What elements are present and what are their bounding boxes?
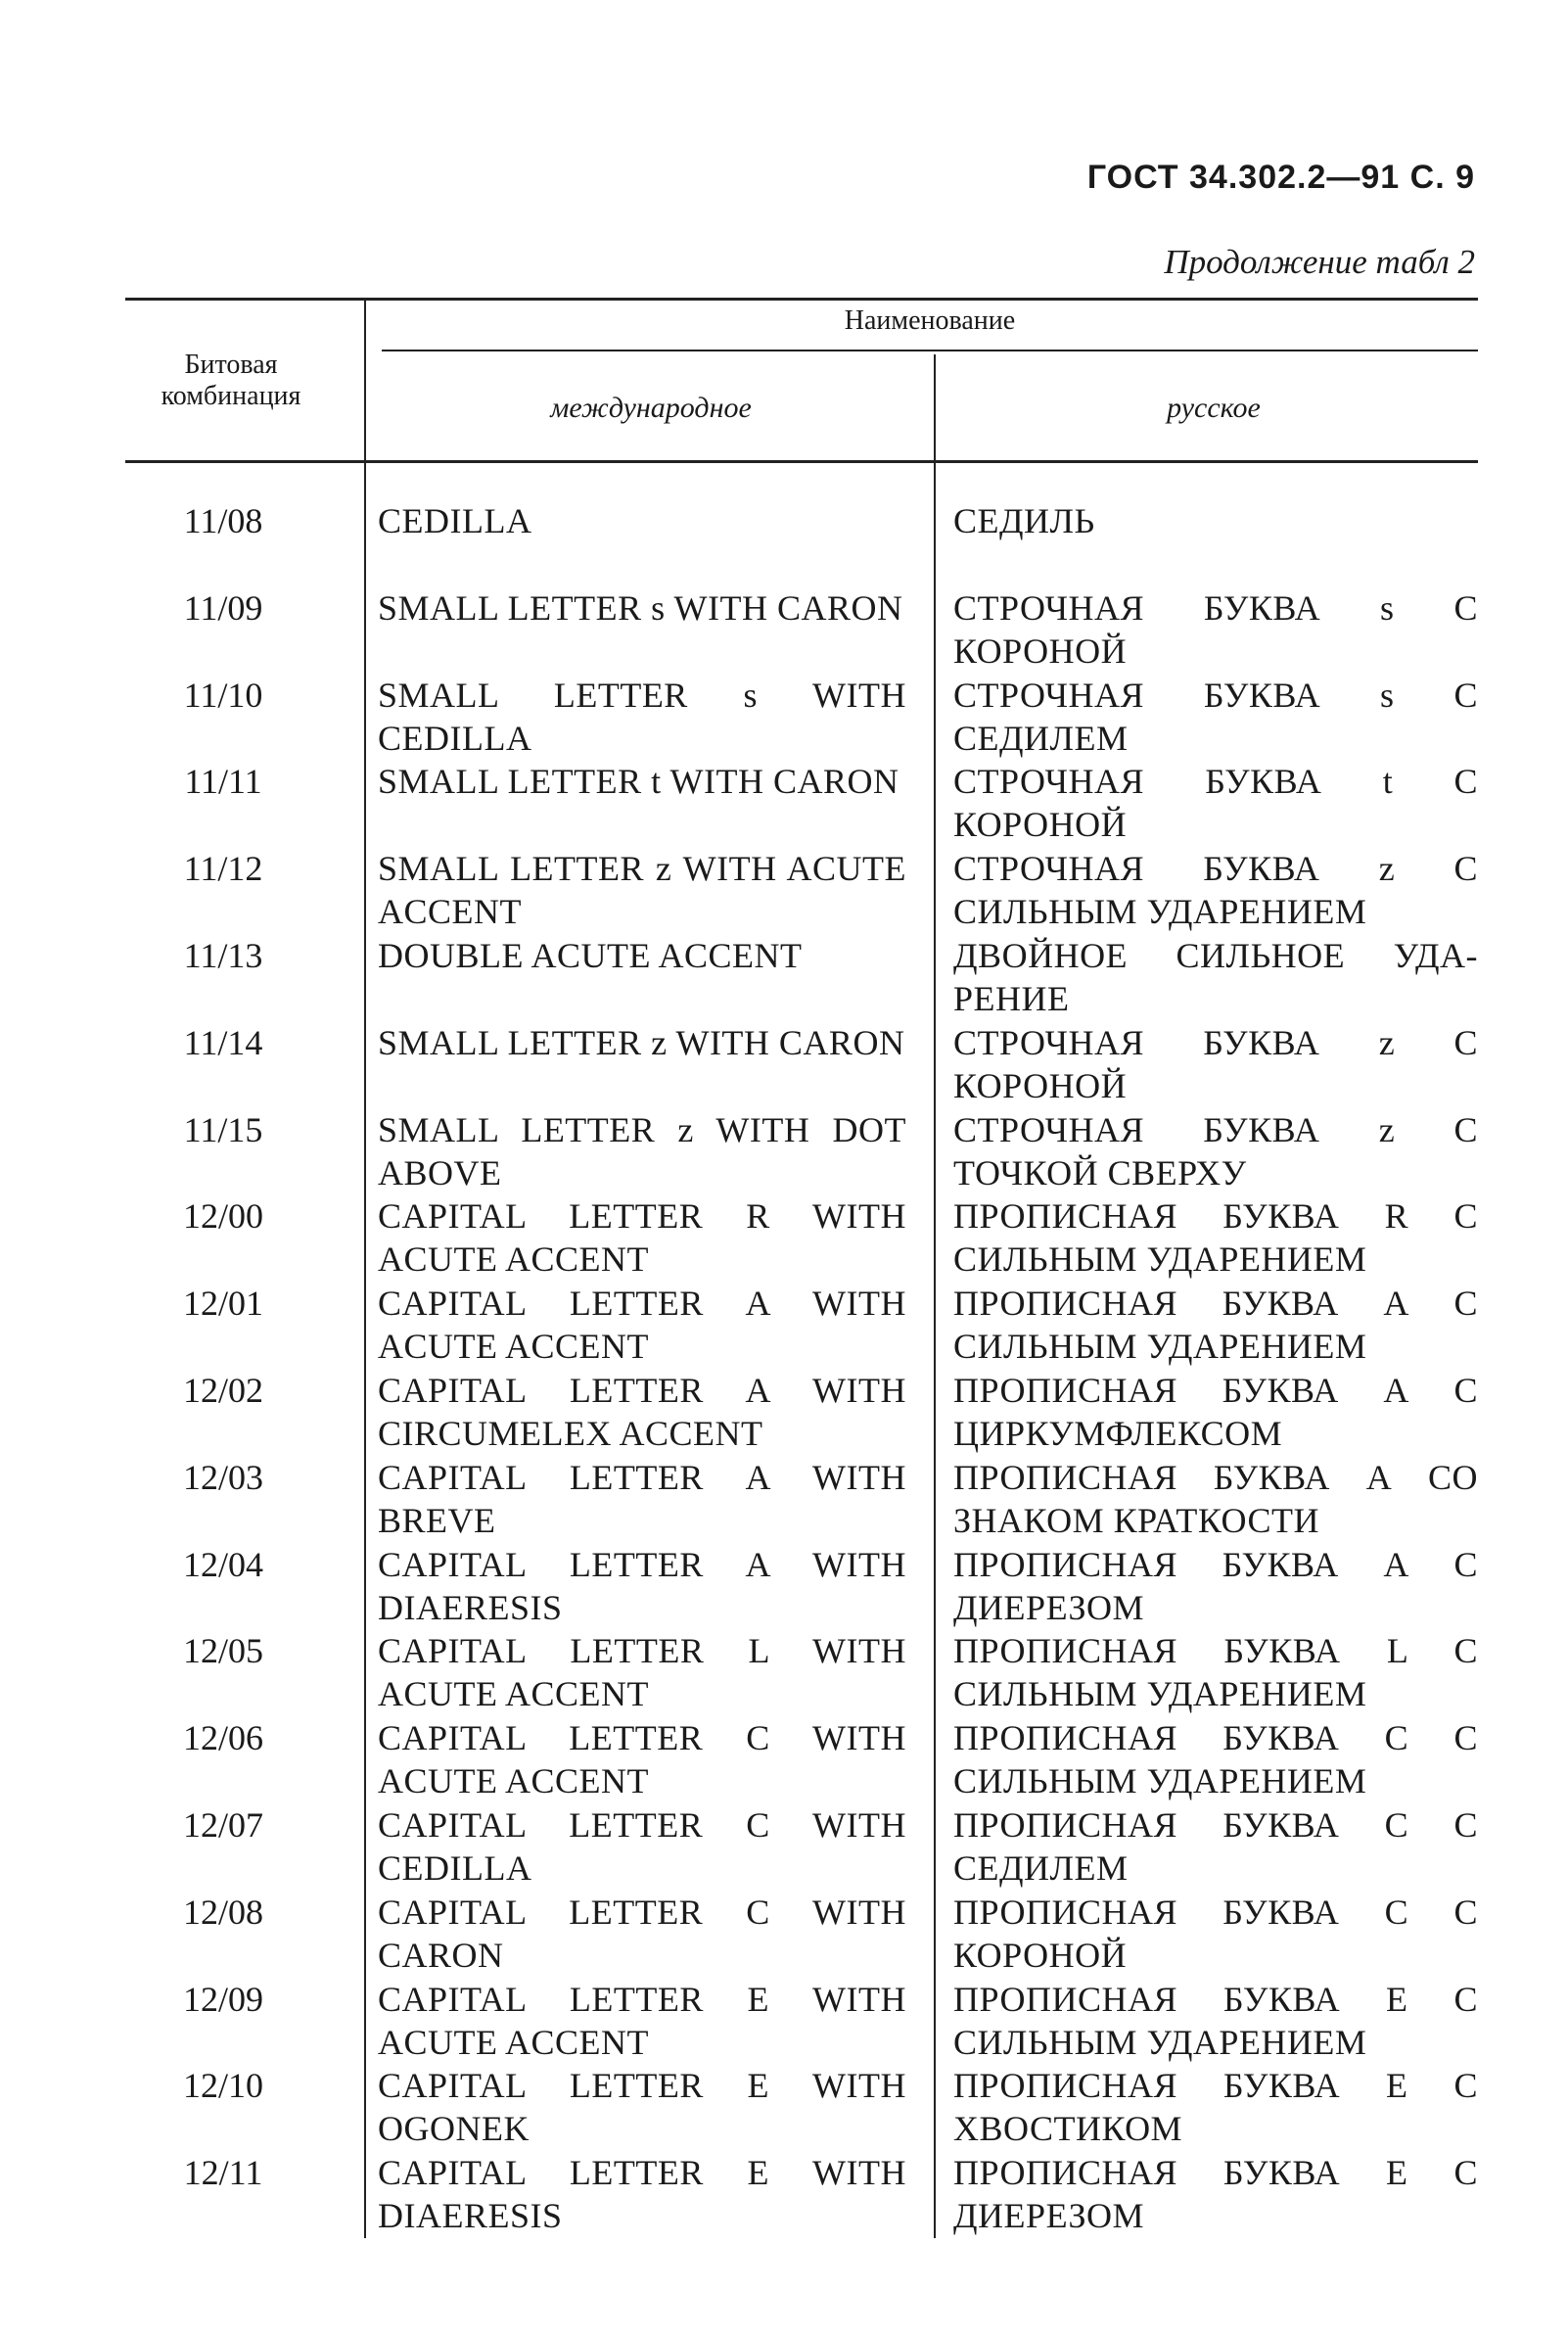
row-international-name: CAPITAL LETTER E WITH ACUTE ACCENT [378, 1979, 906, 2062]
row-code: 11/08 [183, 501, 263, 540]
table-row [0, 2151, 1568, 2237]
header-russian-column: русское [1167, 392, 1261, 424]
row-russian-name: ПРОПИСНАЯ БУКВА Е С СИЛЬНЫМ УДАРЕНИЕМ [953, 1979, 1478, 2062]
table-row [0, 1456, 1568, 1542]
table-row [0, 934, 1568, 1020]
header-name-subrule [382, 350, 1478, 351]
row-code: 12/03 [182, 1457, 263, 1497]
table-top-rule [125, 298, 1478, 301]
row-russian-name: СТРОЧНАЯ БУКВА z С СИЛЬНЫМ УДАРЕНИЕМ [953, 849, 1478, 932]
row-russian-name: СЕДИЛЬ [953, 501, 1095, 540]
table-row [0, 586, 1568, 673]
page-header-standard-ref: ГОСТ 34.302.2—91 С. 9 [1086, 159, 1475, 196]
table-row [0, 1716, 1568, 1802]
row-code: 11/10 [183, 675, 263, 715]
row-russian-name: ПРОПИСНАЯ БУКВА С С СЕДИЛЕМ [953, 1805, 1478, 1888]
table-row [0, 499, 1568, 585]
table-row [0, 1543, 1568, 1629]
header-name-column: Наименование [844, 305, 1016, 336]
row-russian-name: ПРОПИСНАЯ БУКВА С С КОРОНОЙ [953, 1892, 1478, 1975]
row-russian-name: ПРОПИСНАЯ БУКВА А С ЦИРКУМФЛЕКСОМ [953, 1371, 1478, 1453]
row-code: 12/05 [182, 1631, 263, 1671]
header-international-column: международное [550, 392, 752, 424]
table-continuation-label: Продолжение табл 2 [1164, 243, 1475, 281]
row-code: 11/11 [184, 762, 262, 802]
row-russian-name: ПРОПИСНАЯ БУКВА С С СИЛЬНЫМ УДАРЕНИЕМ [953, 1718, 1478, 1801]
row-international-name: CAPITAL LETTER C WITH CARON [378, 1892, 906, 1975]
row-international-name: SMALL LETTER z WITH ACUTE ACCENT [378, 849, 906, 932]
row-code: 12/11 [183, 2153, 263, 2193]
row-international-name: SMALL LETTER t WITH CARON [378, 762, 899, 802]
row-code: 12/06 [182, 1718, 263, 1758]
row-international-name: CAPITAL LETTER A WITH ACUTE ACCENT [378, 1284, 906, 1367]
table-row [0, 674, 1568, 760]
row-code: 11/15 [183, 1109, 263, 1149]
table-row [0, 1282, 1568, 1368]
row-international-name: SMALL LETTER z WITH CARON [378, 1022, 905, 1062]
table-row [0, 2064, 1568, 2150]
table-row [0, 760, 1568, 846]
row-international-name: CAPITAL LETTER A WITH DIAERESIS [378, 1544, 906, 1627]
row-code: 12/02 [182, 1371, 263, 1410]
row-international-name: SMALL LETTER s WITH CEDILLA [378, 675, 906, 758]
row-code: 11/14 [183, 1022, 263, 1062]
row-code: 12/09 [182, 1979, 263, 2019]
row-russian-name: ПРОПИСНАЯ БУКВА Е С ДИЕРЕЗОМ [953, 2153, 1478, 2236]
row-code: 11/13 [183, 936, 263, 975]
table-row [0, 1803, 1568, 1890]
row-code: 12/08 [182, 1892, 263, 1932]
row-code: 11/09 [183, 587, 263, 628]
row-russian-name: ПРОПИСНАЯ БУКВА R С СИЛЬНЫМ УДАРЕНИЕМ [953, 1196, 1478, 1280]
row-international-name: CAPITAL LETTER C WITH ACUTE ACCENT [378, 1718, 906, 1801]
row-russian-name: СТРОЧНАЯ БУКВА s С КОРОНОЙ [953, 587, 1478, 671]
row-code: 12/10 [182, 2066, 263, 2106]
row-russian-name: СТРОЧНАЯ БУКВА z С КОРОНОЙ [953, 1022, 1478, 1105]
table-row [0, 1978, 1568, 2064]
row-russian-name: СТРОЧНАЯ БУКВА z С ТОЧКОЙ СВЕРХУ [953, 1109, 1478, 1192]
row-international-name: DOUBLE ACUTE ACCENT [378, 936, 803, 975]
row-international-name: CAPITAL LETTER R WITH ACUTE ACCENT [378, 1196, 906, 1280]
row-international-name: CAPITAL LETTER A WITH CIRCUMELEX ACCENT [378, 1371, 906, 1453]
row-code: 12/01 [182, 1284, 263, 1324]
row-international-name: CAPITAL LETTER C WITH CEDILLA [378, 1805, 906, 1888]
row-russian-name: ПРОПИСНАЯ БУКВА Е С ХВОСТИКОМ [953, 2066, 1478, 2149]
header-code-column: Битовая комбинация [161, 350, 301, 412]
table-row [0, 1369, 1568, 1455]
row-russian-name: СТРОЧНАЯ БУКВА s С СЕДИЛЕМ [953, 675, 1478, 758]
row-russian-name: СТРОЧНАЯ БУКВА t С КОРОНОЙ [953, 762, 1478, 845]
table-row [0, 1108, 1568, 1194]
row-international-name: SMALL LETTER z WITH DOT ABOVE [378, 1109, 906, 1192]
row-russian-name: ПРОПИСНАЯ БУКВА А С ДИЕРЕЗОМ [953, 1544, 1478, 1627]
row-international-name: CAPITAL LETTER E WITH OGONEK [378, 2066, 906, 2149]
table-row [0, 1021, 1568, 1107]
table-row [0, 847, 1568, 933]
row-international-name: CAPITAL LETTER E WITH DIAERESIS [378, 2153, 906, 2236]
row-russian-name: ПРОПИСНАЯ БУКВА L С СИЛЬНЫМ УДАРЕНИЕМ [953, 1631, 1478, 1714]
header-bottom-rule [125, 460, 1478, 463]
row-russian-name: ПРОПИСНАЯ БУКВА А СО ЗНАКОМ КРАТКОСТИ [953, 1457, 1478, 1540]
table-row [0, 1194, 1568, 1281]
row-code: 12/07 [182, 1805, 263, 1845]
row-russian-name: ПРОПИСНАЯ БУКВА А С СИЛЬНЫМ УДАРЕНИЕМ [953, 1284, 1478, 1367]
table-row [0, 1629, 1568, 1715]
row-russian-name: ДВОЙНОЕ СИЛЬНОЕ УДА- РЕНИЕ [953, 936, 1478, 1018]
row-international-name: CEDILLA [378, 501, 532, 540]
row-code: 11/12 [183, 849, 263, 889]
row-code: 12/00 [182, 1196, 263, 1237]
row-international-name: CAPITAL LETTER L WITH ACUTE ACCENT [378, 1631, 906, 1714]
row-code: 12/04 [182, 1544, 263, 1584]
row-international-name: CAPITAL LETTER A WITH BREVE [378, 1457, 906, 1540]
row-international-name: SMALL LETTER s WITH CARON [378, 587, 903, 628]
table-row [0, 1891, 1568, 1977]
